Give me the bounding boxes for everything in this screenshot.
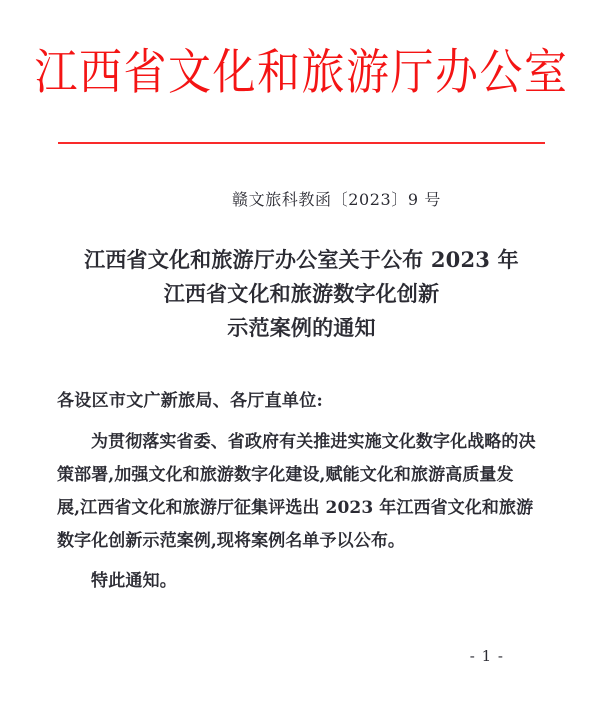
document-title-line-1: 江西省文化和旅游厅办公室关于公布 2023 年 — [84, 247, 519, 272]
document-title-line-3: 示范案例的通知 — [227, 315, 376, 340]
document-number-row — [58, 189, 545, 211]
document-body — [57, 426, 546, 558]
closing-statement: 特此通知。 — [91, 571, 177, 591]
body-line-4: 数字化创新示范案例,现将案例名单予以公布。 — [57, 531, 406, 551]
document-title-line-2: 江西省文化和旅游数字化创新 — [163, 281, 440, 306]
document-title — [58, 243, 545, 345]
letterhead-organization-title: 江西省文化和旅游厅办公室 — [34, 45, 569, 102]
body-line-1: 为贯彻落实省委、省政府有关推进实施文化数字化战略的决 — [91, 432, 536, 452]
page-number: - 1 - — [469, 647, 504, 665]
body-line-2: 策部署,加强文化和旅游数字化建设,赋能文化和旅游高质量发 — [57, 465, 514, 485]
document-number: 赣文旅科教函〔2023〕9 号 — [232, 190, 441, 209]
letterhead-banner — [34, 38, 569, 110]
letterhead-red-divider — [58, 142, 545, 144]
page-footer — [57, 645, 546, 667]
recipient-salutation: 各设区市文广新旅局、各厅直单位: — [57, 391, 324, 411]
body-line-3: 展,江西省文化和旅游厅征集评选出 2023 年江西省文化和旅游 — [57, 498, 534, 518]
